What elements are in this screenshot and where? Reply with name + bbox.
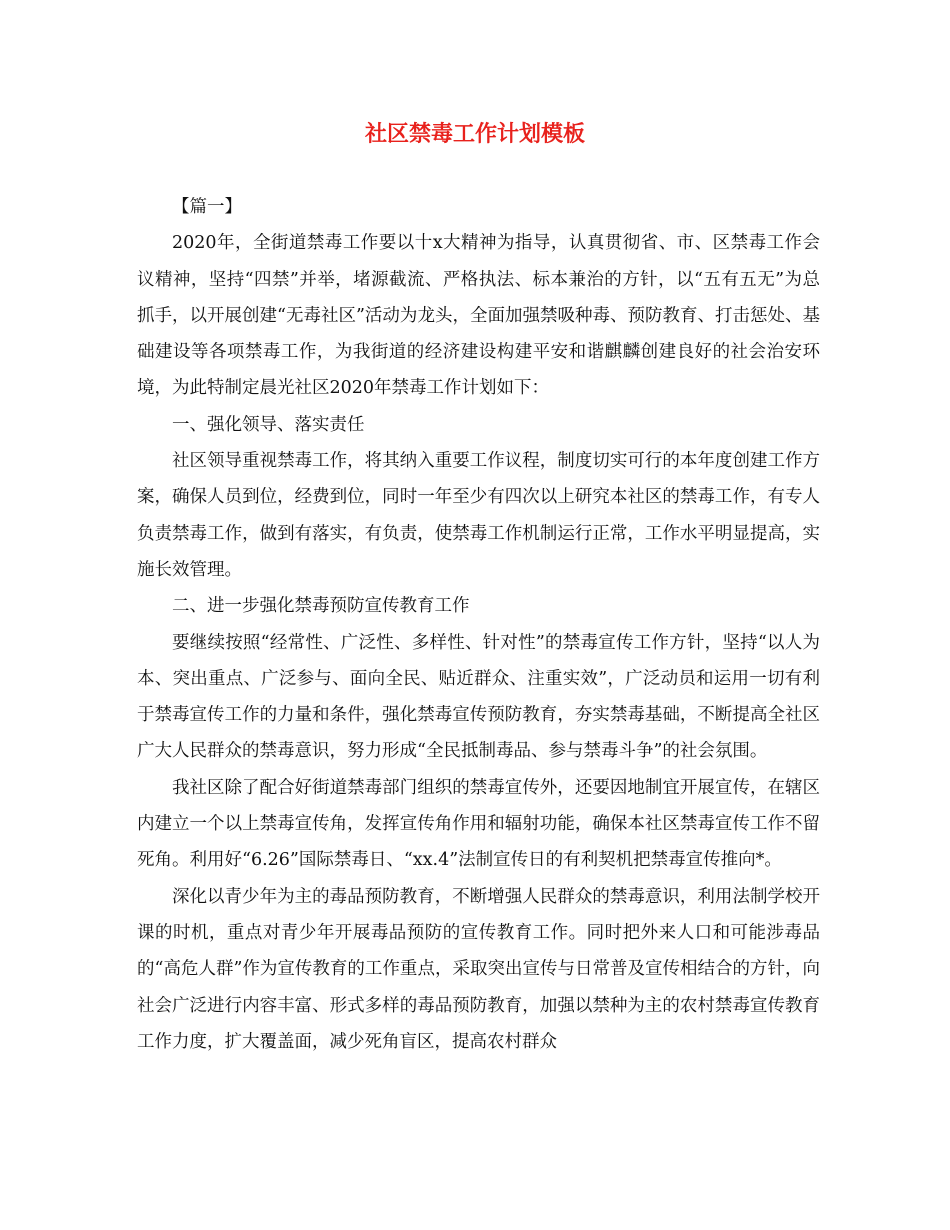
section-heading-1: 一、强化领导、落实责任 [172, 414, 365, 435]
intro-paragraph: 2020年，全街道禁毒工作要以十x大精神为指导，认真贯彻省、市、区禁毒工作会议精神，坚持“四禁”并举，堵源截流、严格执法、标本兼治的方针，以“五有五无”为总抓手，以开展创建“无毒社区”活动为龙头，全面加强禁吸种毒、预防教育、打击惩处、基础建设等各项禁毒工作，为我街道的经济建设构建平安和谐麒麟创建良好的社会治安环境，为此特制定晨光社区2020年禁毒工作计划如下： [137, 233, 820, 399]
body-paragraph: 深化以青少年为主的毒品预防教育，不断增强人民群众的禁毒意识，利用法制学校开课的时机，重点对青少年开展毒品预防的宣传教育工作。同时把外来人口和可能涉毒品的“高危人群”作为宣传教育的工作重点，采取突出宣传与日常普及宣传相结合的方针，向社会广泛进行内容丰富、形式多样的毒品预防教育，加强以禁种为主的农村禁毒宣传教育工作力度，扩大覆盖面，减少死角盲区，提高农村群众 [137, 886, 820, 1052]
body-paragraph: 我社区除了配合好街道禁毒部门组织的禁毒宣传外，还要因地制宜开展宣传，在辖区内建立一个以上禁毒宣传角，发挥宣传角作用和辐射功能，确保本社区禁毒宣传工作不留死角。利用好“6.26”国际禁毒日、“xx.4”法制宣传日的有利契机把禁毒宣传推向*。 [137, 777, 820, 871]
document-body [137, 189, 820, 1060]
section-heading-2: 二、进一步强化禁毒预防宣传教育工作 [172, 596, 470, 617]
body-paragraph: 要继续按照“经常性、广泛性、多样性、针对性”的禁毒宣传工作方针，坚持“以人为本、突出重点、广泛参与、面向全民、贴近群众、注重实效”，广泛动员和运用一切有利于禁毒宣传工作的力量和条件，强化禁毒宣传预防教育，夯实禁毒基础，不断提高全社区广大人民群众的禁毒意识，努力形成“全民抵制毒品、参与禁毒斗争”的社会氛围。 [137, 632, 820, 762]
section-heading-part-one: 【篇一】 [172, 197, 242, 217]
body-paragraph: 社区领导重视禁毒工作，将其纳入重要工作议程，制度切实可行的本年度创建工作方案，确保人员到位，经费到位，同时一年至少有四次以上研究本社区的禁毒工作，有专人负责禁毒工作，做到有落实，有负责，使禁毒工作机制运行正常，工作水平明显提高，实施长效管理。 [137, 451, 820, 580]
document-title: 社区禁毒工作计划模板 [364, 121, 585, 147]
